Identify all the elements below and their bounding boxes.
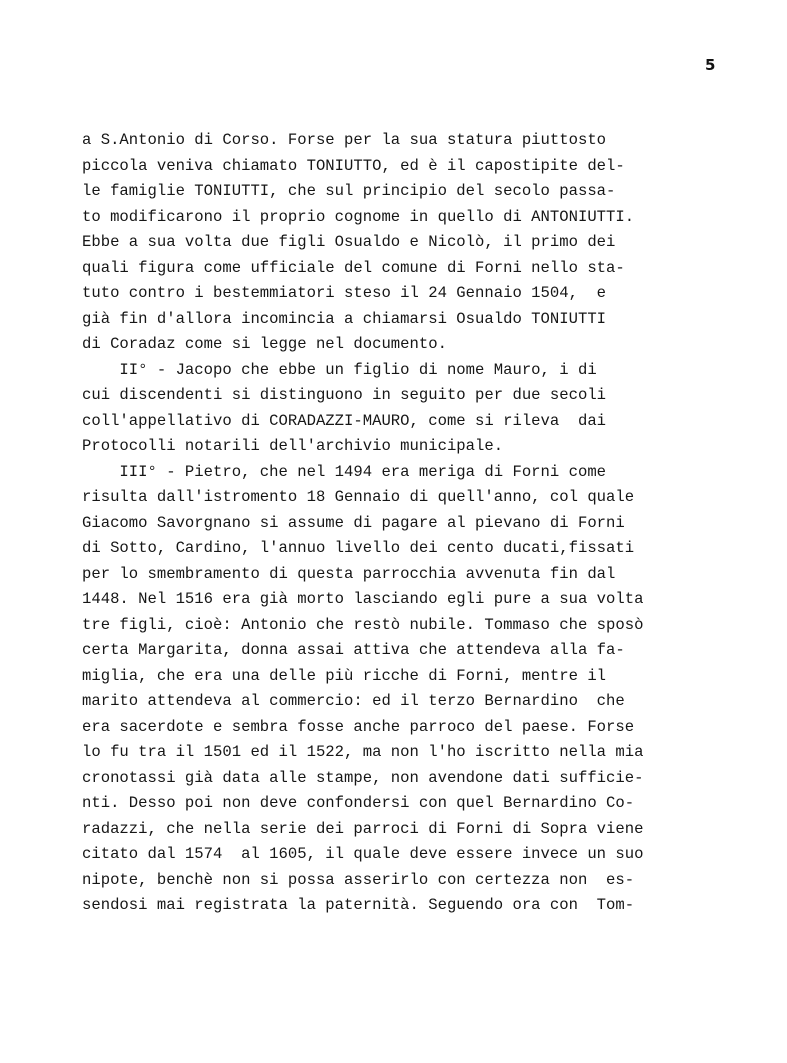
text-line: quali figura come ufficiale del comune di Forni nello sta- — [82, 258, 625, 277]
text-line: Giacomo Savorgnano si assume di pagare al pievano di Forni — [82, 513, 625, 532]
text-line: già fin d'allora incomincia a chiamarsi Osualdo TONIUTTI — [82, 309, 607, 328]
text-line: di Coradaz come si legge nel documento. — [82, 335, 447, 353]
text-line: tre figli, cioè: Antonio che restò nubile. Tommaso che sposò — [82, 615, 644, 634]
text-line: tuto contro i bestemmiatori steso il 24 Gennaio 1504, e — [82, 284, 607, 302]
text-line: 1448. Nel 1516 era già morto lasciando egli pure a sua volta — [82, 590, 644, 608]
text-line: risulta dall'istromento 18 Gennaio di quell'anno, col quale — [82, 488, 635, 506]
text-line: di Sotto, Cardino, l'annuo livello dei cento ducati,fissati — [82, 539, 635, 557]
text-line: citato dal 1574 al 1605, il quale deve essere invece un suo — [82, 845, 644, 863]
text-line: to modificarono il proprio cognome in quello di ANTONIUTTI. — [82, 207, 635, 226]
text-line: nipote, benchè non si possa asserirlo con certezza non es- — [82, 870, 635, 889]
text-line: piccola veniva chiamato TONIUTTO, ed è il capostipite del- — [82, 156, 625, 175]
text-line: II° - Jacopo che ebbe un figlio di nome Mauro, i di — [82, 360, 597, 379]
text-line: Protocolli notarili dell'archivio municipale. — [82, 437, 504, 455]
page-number: 5 — [705, 56, 716, 74]
text-line: le famiglie TONIUTTI, che sul principio del secolo passa- — [82, 182, 616, 200]
text-line: a S.Antonio di Corso. Forse per la sua statura piuttosto — [82, 131, 607, 149]
text-line: marito attendeva al commercio: ed il terzo Bernardino che — [82, 692, 625, 710]
text-line: cui discendenti si distinguono in seguito per due secoli — [82, 386, 607, 404]
text-line: III° - Pietro, che nel 1494 era meriga di Forni come — [82, 462, 607, 481]
text-line: sendosi mai registrata la paternità. Seguendo ora con Tom- — [82, 896, 635, 914]
text-line: miglia, che era una delle più ricche di Forni, mentre il — [82, 666, 607, 685]
text-line: per lo smembramento di questa parrocchia avvenuta fin dal — [82, 564, 616, 583]
text-line: radazzi, che nella serie dei parroci di Forni di Sopra viene — [82, 819, 644, 838]
text-line: Ebbe a sua volta due figli Osualdo e Nicolò, il primo dei — [82, 233, 616, 251]
text-line: cronotassi già data alle stampe, non avendone dati sufficie- — [82, 768, 644, 787]
text-line: nti. Desso poi non deve confondersi con quel Bernardino Co- — [82, 794, 635, 812]
text-line: lo fu tra il 1501 ed il 1522, ma non l'ho iscritto nella mia — [82, 743, 644, 761]
text-line: era sacerdote e sembra fosse anche parroco del paese. Forse — [82, 717, 635, 736]
body-text — [82, 128, 682, 919]
text-line: certa Margarita, donna assai attiva che attendeva alla fa- — [82, 641, 625, 659]
text-line: coll'appellativo di CORADAZZI-MAURO, come si rileva dai — [82, 411, 607, 430]
